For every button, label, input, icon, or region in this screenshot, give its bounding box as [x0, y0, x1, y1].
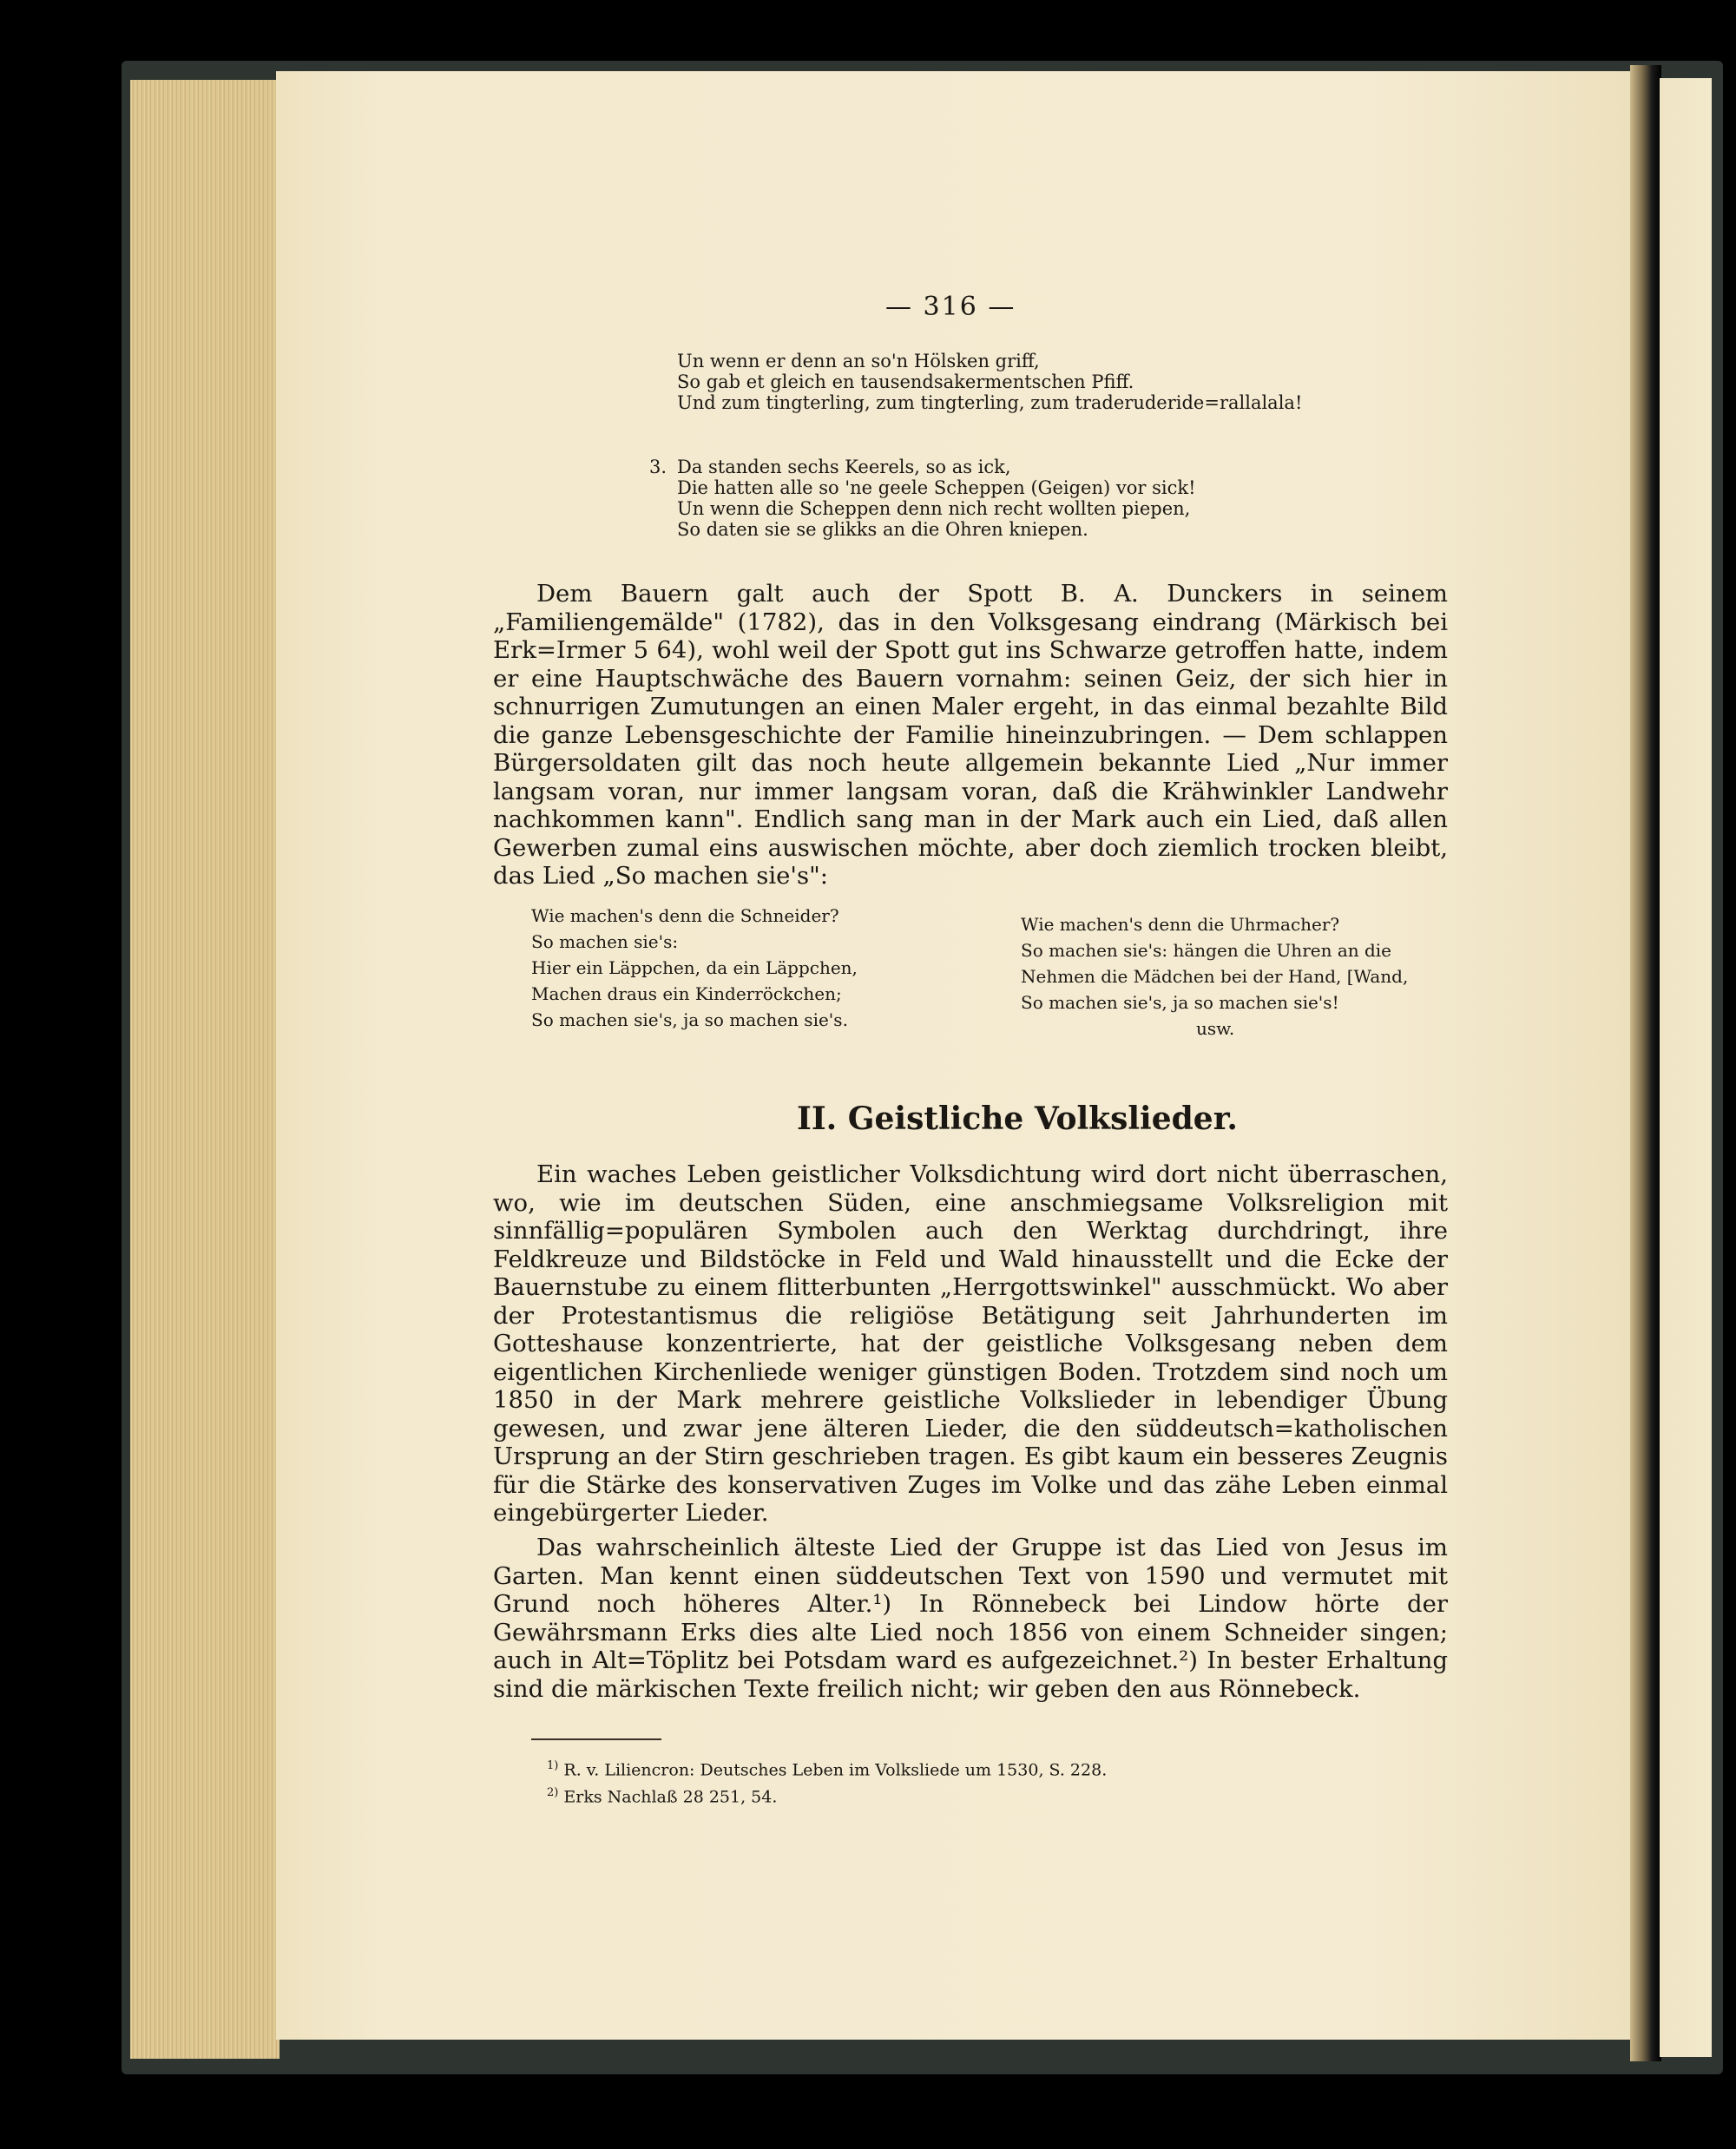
song-line: Hier ein Läppchen, da ein Läppchen,: [531, 957, 858, 978]
stanza-number: 3.: [649, 457, 667, 477]
paragraph-geistliche: Ein waches Leben geistlicher Volksdichtung wird dort nicht überraschen, wo, wie im deutschen Süden, eine anschmiegsame Volksreligion mit sinnfällig=populären Symbolen auch den Werktag durchdringt, ihre Feldkreuze und Bildstöcke in Feld und Wald hinausstellt und die Ecke der Bauernstube zu einem flitterbunten „Herrgottswinkel" ausschmückt. Wo aber der Protestantismus die religiöse Betätigung seit Jahrhunderten im Gotteshause konzentrierte, hat der geistliche Volksgesang neben dem eigentlichen Kirchenliede weniger günstigen Boden. Trotzdem sind noch um 1850 in der Mark mehrere geistliche Volkslieder in lebendiger Übung gewesen, und zwar jene älteren Lieder, die den süddeutsch=katholischen Ursprung an der Stirn geschrieben tragen. Es gibt kaum ein besseres Zeugnis für die Stärke des konservativen Zuges im Volke und das zähe Leben einmal eingebürgerter Lieder.: [493, 1160, 1448, 1527]
song-line: So machen sie's:: [531, 931, 679, 952]
paragraph-dunckers: Dem Bauern galt auch der Spott B. A. Dunckers in seinem „Familiengemälde" (1782), das in den Volksgesang eindrang (Märkisch bei Erk=Irmer 5 64), wohl weil der Spott gut ins Schwarze getroffen hatte, indem er eine Hauptschwäche des Bauern vornahm: seinen Geiz, der sich hier in schnurrigen Zumutungen an einen Maler ergeht, in das einmal bezahlte Bild die ganze Lebensgeschichte der Familie hineinzubringen. — Dem schlappen Bürgersoldaten gilt das noch heute allgemein bekannte Lied „Nur immer langsam voran, nur immer langsam voran, daß die Krähwinkler Landwehr nachkommen kann". Endlich sang man in der Mark auch ein Lied, daß allen Gewerben zumal eins auswischen möchte, aber doch ziemlich trocken bleibt, das Lied „So machen sie's":: [493, 580, 1448, 890]
footnote-rule: [531, 1738, 661, 1740]
verse-line: Die hatten alle so 'ne geele Scheppen (Geigen) vor sick!: [677, 477, 1196, 498]
page-number: — 316 —: [885, 292, 1016, 322]
footnote-mark: 2): [547, 1786, 559, 1799]
paragraph-jesus-garten: Das wahrscheinlich älteste Lied der Gruppe ist das Lied von Jesus im Garten. Man kennt einen süddeutschen Text von 1590 und vermutet mit Grund noch höheres Alter.¹) In Rönnebeck bei Lindow hörte der Gewährsmann Erks dies alte Lied noch 1856 von einem Schneider singen; auch in Alt=Töplitz bei Potsdam ward es aufgezeichnet.²) In bester Erhaltung sind die märkischen Texte freilich nicht; wir geben den aus Rönnebeck.: [493, 1534, 1448, 1703]
footnote-2: [547, 1786, 777, 1806]
song-line: So machen sie's, ja so machen sie's!: [1021, 992, 1339, 1013]
song-line: Machen draus ein Kinderröckchen;: [531, 983, 842, 1004]
song-line: usw.: [1196, 1018, 1235, 1039]
section-heading: II. Geistliche Volkslieder.: [797, 1101, 1238, 1137]
stanza-3: [677, 457, 1196, 540]
footnote-text: R. v. Liliencron: Deutsches Leben im Volksliede um 1530, S. 228.: [563, 1760, 1108, 1780]
song-line: Wie machen's denn die Schneider?: [531, 905, 839, 926]
verse-line: Da standen sechs Keerels, so as ick,: [677, 457, 1011, 477]
verse-line: Un wenn er denn an so'n Hölsken griff,: [677, 351, 1040, 371]
song-line: Wie machen's denn die Uhrmacher?: [1021, 914, 1340, 935]
footnote-mark: 1): [547, 1759, 559, 1772]
verse-line: Un wenn die Scheppen denn nich recht wollten piepen,: [677, 498, 1191, 519]
footnote-text: Erks Nachlaß 28 251, 54.: [563, 1787, 778, 1807]
song-right-column: [1021, 911, 1408, 1042]
song-line: So machen sie's, ja so machen sie's.: [531, 1009, 848, 1030]
verse-line: So daten sie se glikks an die Ohren kniepen.: [677, 519, 1088, 540]
verse-line: So gab et gleich en tausendsakermentschen Pfiff.: [677, 371, 1134, 392]
song-line: So machen sie's: hängen die Uhren an die: [1021, 940, 1392, 961]
song-line: Nehmen die Mädchen bei der Hand, [Wand,: [1021, 966, 1409, 987]
song-left-column: [531, 903, 858, 1033]
verse-top: [677, 351, 1302, 413]
footnote-1: [547, 1759, 1107, 1779]
verse-line: Und zum tingterling, zum tingterling, zum traderuderide=rallalala!: [677, 392, 1303, 413]
